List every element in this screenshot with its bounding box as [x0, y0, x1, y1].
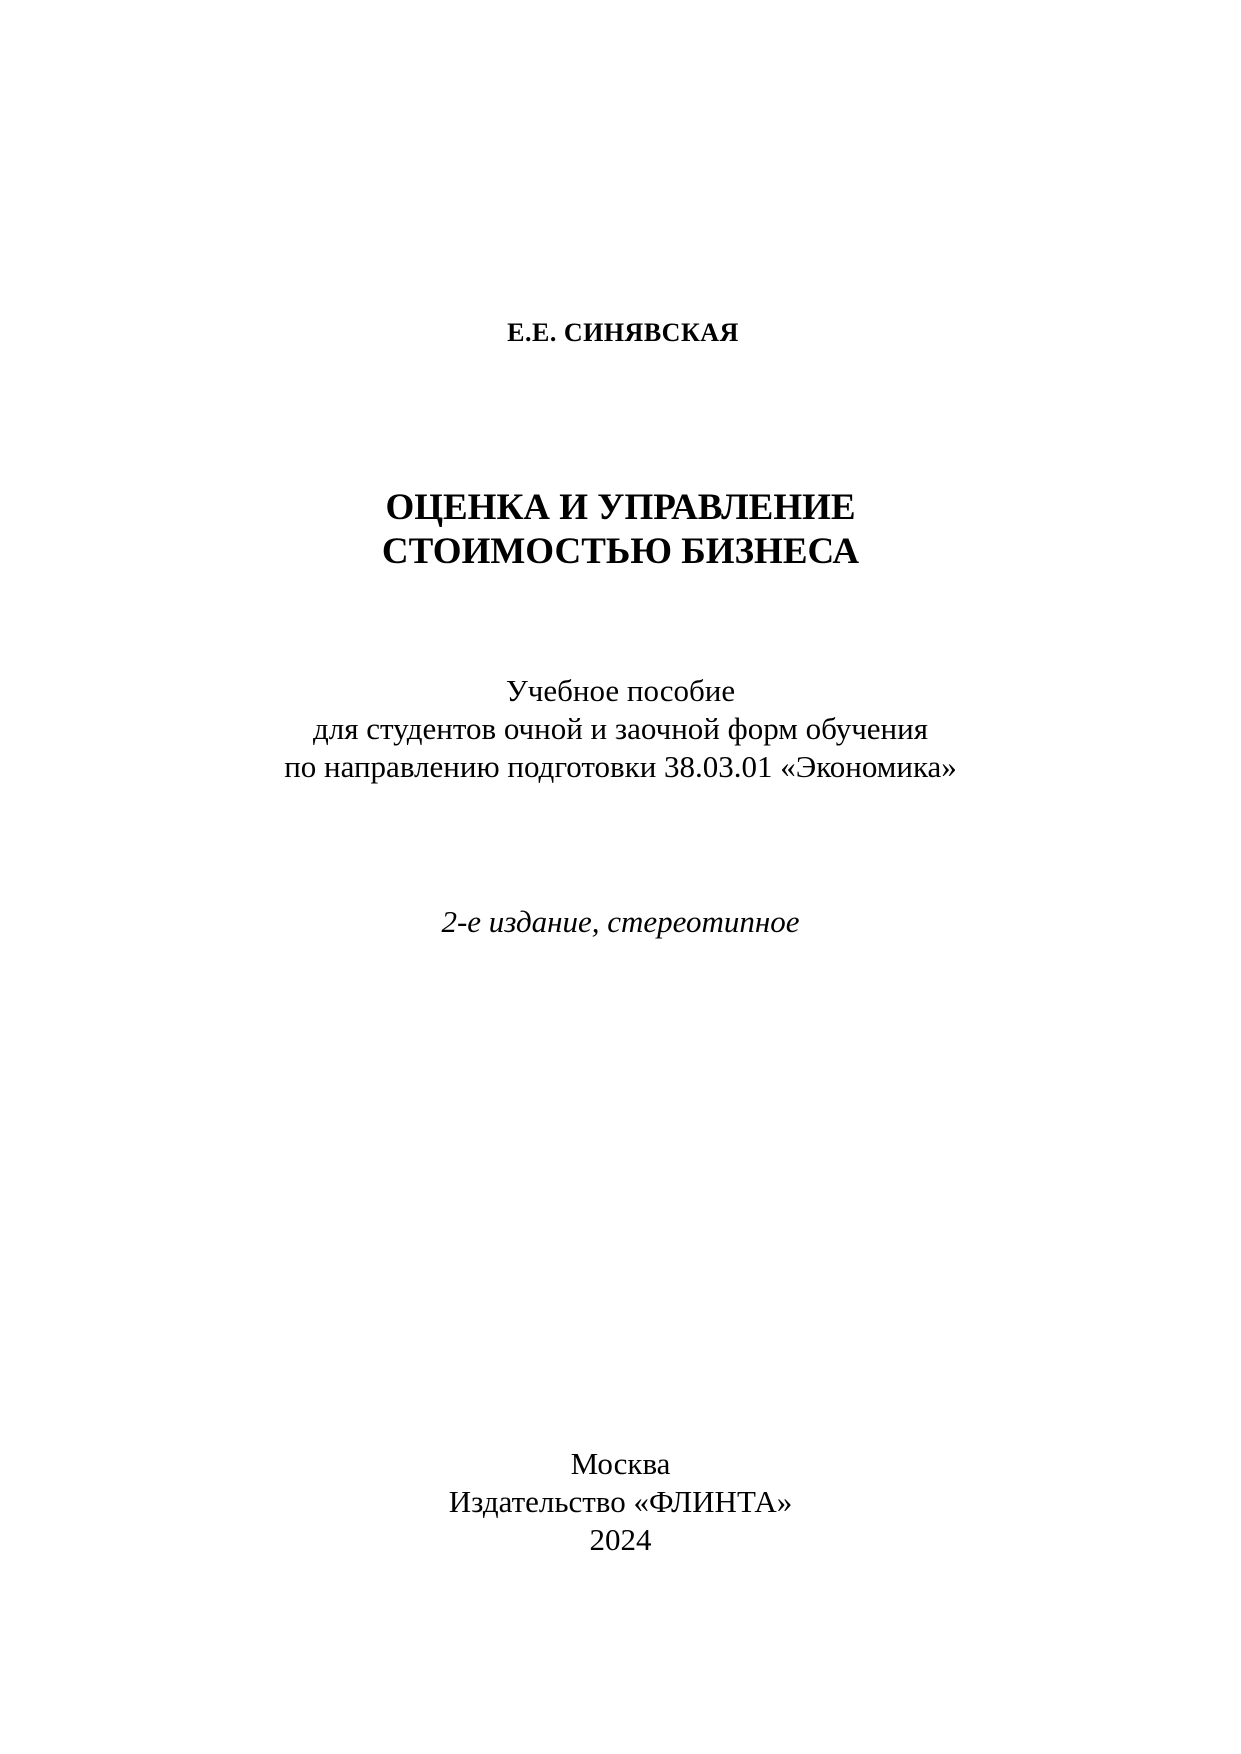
imprint-year: 2024	[589, 1522, 652, 1557]
edition-note: 2-е издание, стереотипное	[441, 904, 800, 939]
book-title-line-1: ОЦЕНКА И УПРАВЛЕНИЕ	[385, 487, 856, 528]
imprint-city: Москва	[570, 1446, 671, 1481]
subtitle-line-2: для студентов очной и заочной форм обучения	[313, 711, 928, 746]
author-name: Е.Е. СИНЯВСКАЯ	[507, 318, 739, 347]
subtitle-line-3: по направлению подготовки 38.03.01 «Экономика»	[284, 749, 957, 784]
imprint-publisher: Издательство «ФЛИНТА»	[448, 1484, 793, 1519]
subtitle-line-1: Учебное пособие	[505, 673, 736, 708]
book-title-line-2: СТОИМОСТЬЮ БИЗНЕСА	[381, 531, 860, 572]
